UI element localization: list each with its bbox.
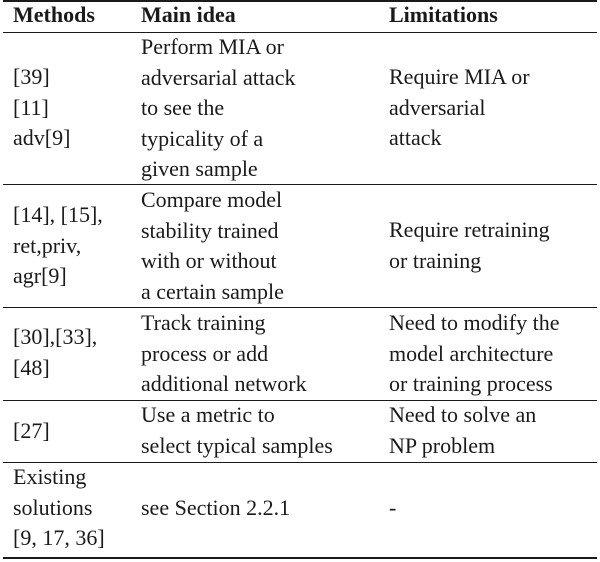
row-4-limitations-line: NP problem [389, 432, 496, 458]
header-methods: Methods [13, 2, 95, 27]
bottom-rule [3, 557, 597, 559]
row-2-main-idea [141, 185, 284, 307]
row-4-main-idea-line: select typical samples [141, 432, 333, 458]
row-4-limitations [389, 400, 536, 461]
row-3-main-idea-line: Track training [141, 310, 266, 335]
row-5-main-idea-line: see Section 2.2.1 [141, 495, 291, 520]
row-3-main-idea-line: process or add [141, 340, 269, 366]
row-1-main-idea-line: typicality of a [141, 125, 264, 151]
row-4-methods [13, 416, 50, 447]
row-1-limitations-line: Require MIA or [389, 64, 530, 89]
row-4-methods-line: [27] [13, 418, 50, 443]
row-4-main-idea [141, 400, 333, 461]
row-5-methods-line: Existing [13, 464, 87, 489]
row-3-main-idea-line: additional network [141, 371, 307, 396]
row-2-methods-line: agr[9] [13, 263, 67, 288]
row-rule [3, 184, 597, 185]
row-3-limitations-line: Need to modify the [389, 310, 560, 335]
row-1-main-idea [141, 32, 296, 185]
row-5-methods-line: solutions [13, 494, 93, 520]
row-1-main-idea-line: adversarial attack [141, 64, 296, 90]
row-3-methods-line: [30],[33], [13, 324, 98, 349]
header-rule [3, 32, 597, 33]
row-1-methods-line: adv[9] [13, 125, 71, 150]
row-2-limitations [389, 215, 550, 276]
row-5-limitations-line: - [389, 495, 397, 520]
row-2-limitations-line: or training [389, 247, 482, 273]
row-1-main-idea-line: to see the [141, 95, 225, 120]
row-1-main-idea-line: Perform MIA or [141, 34, 284, 59]
row-3-methods [13, 322, 97, 383]
row-1-limitations-line: attack [389, 125, 442, 150]
row-5-limitations [389, 493, 396, 524]
row-3-methods-line: [48] [13, 354, 50, 380]
row-4-main-idea-line: Use a metric to [141, 402, 275, 427]
row-4-limitations-line: Need to solve an [389, 402, 537, 427]
row-2-limitations-line: Require retraining [389, 217, 550, 242]
row-3-limitations-line: or training process [389, 371, 553, 396]
row-1-main-idea-line: given sample [141, 156, 258, 181]
row-5-main-idea [141, 493, 290, 524]
row-2-main-idea-line: a certain sample [141, 278, 284, 304]
row-1-limitations [389, 62, 530, 154]
row-2-methods-line: [14], [15], [13, 202, 103, 227]
row-2-main-idea-line: with or without [141, 248, 277, 273]
header-main-idea: Main idea [141, 2, 236, 27]
row-1-limitations-line: adversarial [389, 94, 486, 120]
row-2-methods [13, 200, 103, 292]
row-2-main-idea-line: stability trained [141, 217, 279, 243]
row-1-methods [13, 62, 70, 154]
row-2-methods-line: ret,priv, [13, 232, 82, 258]
row-1-methods-line: [11] [13, 94, 49, 120]
row-1-methods-line: [39] [13, 64, 50, 89]
row-3-limitations-line: model architecture [389, 340, 554, 366]
header-limitations: Limitations [389, 2, 498, 27]
row-2-main-idea-line: Compare model [141, 187, 283, 212]
row-3-limitations [389, 308, 559, 400]
row-3-main-idea [141, 308, 307, 400]
row-5-methods-line: [9, 17, 36] [13, 525, 105, 550]
row-5-methods [13, 462, 105, 554]
